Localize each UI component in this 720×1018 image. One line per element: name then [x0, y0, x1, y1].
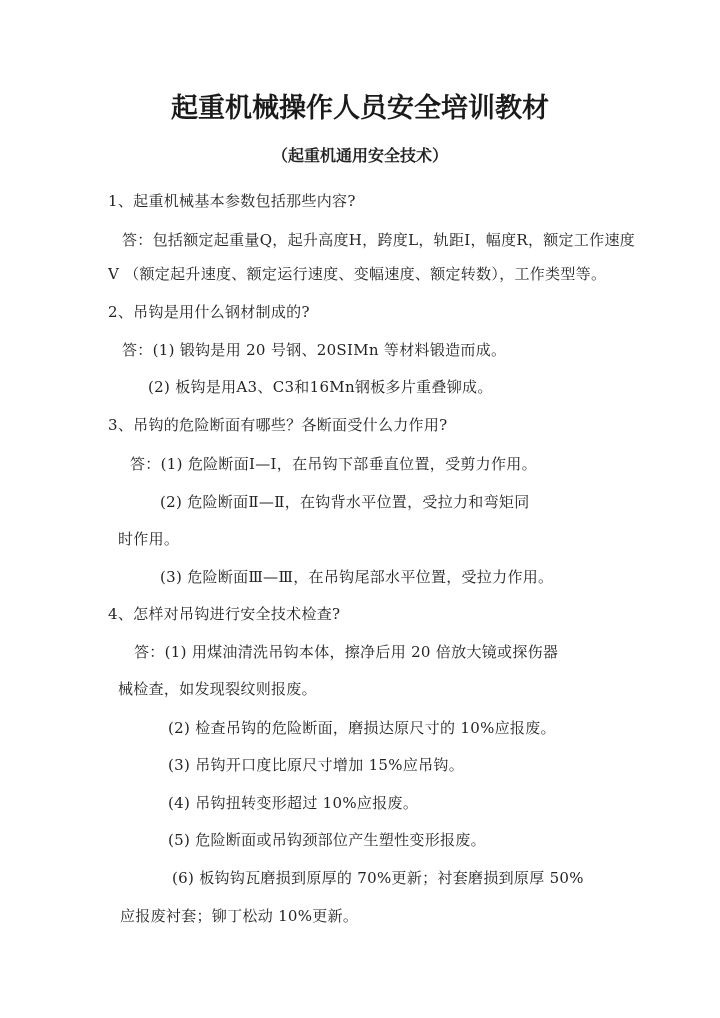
answer-1-cont: V （额定起升速度、额定运行速度、变幅速度、额定转数），工作类型等。 [108, 265, 607, 283]
document-subtitle: （起重机通用安全技术） [271, 146, 448, 165]
question-1: 1、起重机械基本参数包括那些内容? [108, 192, 356, 210]
answer-4-item-6: (6) 板钩钩瓦磨损到原厚的 70%更新；衬套磨损到原厚 50% [172, 869, 584, 887]
answer-1: 答：包括额定起重量Q，起升高度H，跨度L，轨距I，幅度R，额定工作速度 [122, 231, 636, 249]
answer-4-item-5: (5) 危险断面或吊钩颈部位产生塑性变形报废。 [168, 831, 486, 849]
question-4: 4、怎样对吊钩进行安全技术检查? [108, 605, 341, 623]
answer-2-item-2: (2) 板钩是用A3、C3和16Mn钢板多片重叠铆成。 [148, 378, 493, 396]
answer-3-item-2-cont: 时作用。 [118, 530, 180, 548]
document-title: 起重机械操作人员安全培训教材 [171, 93, 549, 124]
answer-4-item-6-cont: 应报废衬套；铆丁松动 10%更新。 [120, 907, 359, 925]
answer-4-item-2: (2) 检查吊钩的危险断面，磨损达原尺寸的 10%应报废。 [168, 719, 556, 737]
answer-3-item-3: (3) 危险断面Ⅲ—Ⅲ，在吊钩尾部水平位置，受拉力作用。 [160, 568, 554, 586]
answer-4-item-4: (4) 吊钩扭转变形超过 10%应报废。 [168, 794, 419, 812]
answer-4-item-1-cont: 械检查，如发现裂纹则报废。 [118, 680, 317, 698]
question-2: 2、吊钩是用什么钢材制成的? [108, 303, 310, 321]
answer-2-item-1: 答：(1) 锻钩是用 20 号钢、20SIMn 等材料锻造而成。 [122, 341, 507, 359]
answer-3-item-1: 答：(1) 危险断面Ⅰ—Ⅰ，在吊钩下部垂直位置，受剪力作用。 [130, 455, 537, 473]
question-3: 3、吊钩的危险断面有哪些？各断面受什么力作用? [108, 416, 448, 434]
answer-4-item-1: 答：(1) 用煤油清洗吊钩本体，擦净后用 20 倍放大镜或探伤器 [134, 643, 559, 661]
answer-3-item-2: (2) 危险断面Ⅱ—Ⅱ，在钩背水平位置，受拉力和弯矩同 [160, 493, 530, 511]
answer-4-item-3: (3) 吊钩开口度比原尺寸增加 15%应吊钩。 [168, 756, 465, 774]
